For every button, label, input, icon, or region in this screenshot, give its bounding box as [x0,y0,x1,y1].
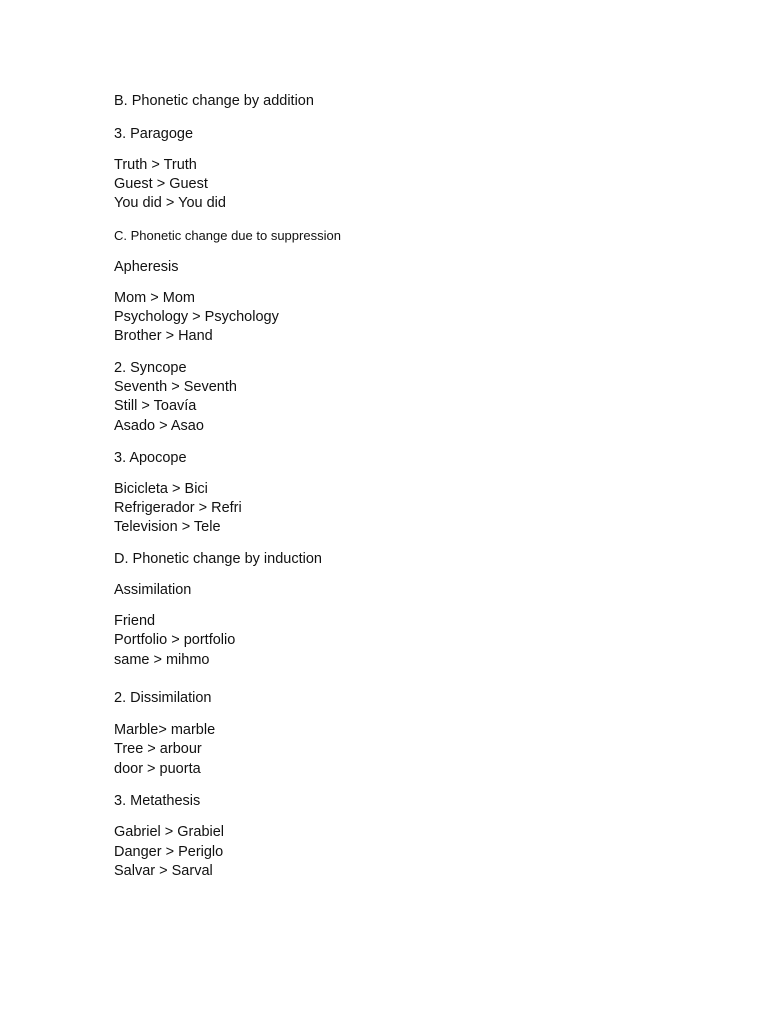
assimilation-example-3: same > mihmo [114,652,210,668]
apheresis-title: Apheresis [114,259,179,275]
apocope-example-3: Television > Tele [114,519,221,535]
paragoge-title: 3. Paragoge [114,126,194,142]
paragoge-example-1: Truth > Truth [114,157,197,173]
apheresis-example-2: Psychology > Psychology [114,309,279,325]
syncope-title: 2. Syncope [114,360,187,376]
syncope-example-1: Seventh > Seventh [114,379,237,395]
apheresis-example-1: Mom > Mom [114,290,195,306]
dissimilation-title: 2. Dissimilation [114,690,212,706]
metathesis-example-1: Gabriel > Grabiel [114,824,225,840]
apocope-title: 3. Apocope [114,450,187,466]
syncope-example-3: Asado > Asao [114,418,204,434]
apocope-example-1: Bicicleta > Bici [114,481,208,497]
assimilation-title: Assimilation [114,582,192,598]
dissimilation-example-3: door > puorta [114,761,201,777]
section-heading-d: D. Phonetic change by induction [114,551,322,567]
syncope-example-2: Still > Toavía [114,398,197,414]
dissimilation-example-2: Tree > arbour [114,741,202,757]
metathesis-example-2: Danger > Periglo [114,844,224,860]
section-heading-b: B. Phonetic change by addition [114,93,314,109]
assimilation-example-2: Portfolio > portfolio [114,632,236,648]
apocope-example-2: Refrigerador > Refri [114,500,242,516]
paragoge-example-2: Guest > Guest [114,176,208,192]
paragoge-example-3: You did > You did [114,195,226,211]
apheresis-example-3: Brother > Hand [114,328,213,344]
section-heading-c: C. Phonetic change due to suppression [114,228,341,243]
metathesis-example-3: Salvar > Sarval [114,863,213,879]
metathesis-title: 3. Metathesis [114,793,201,809]
dissimilation-example-1: Marble> marble [114,722,216,738]
assimilation-example-1: Friend [114,613,156,629]
